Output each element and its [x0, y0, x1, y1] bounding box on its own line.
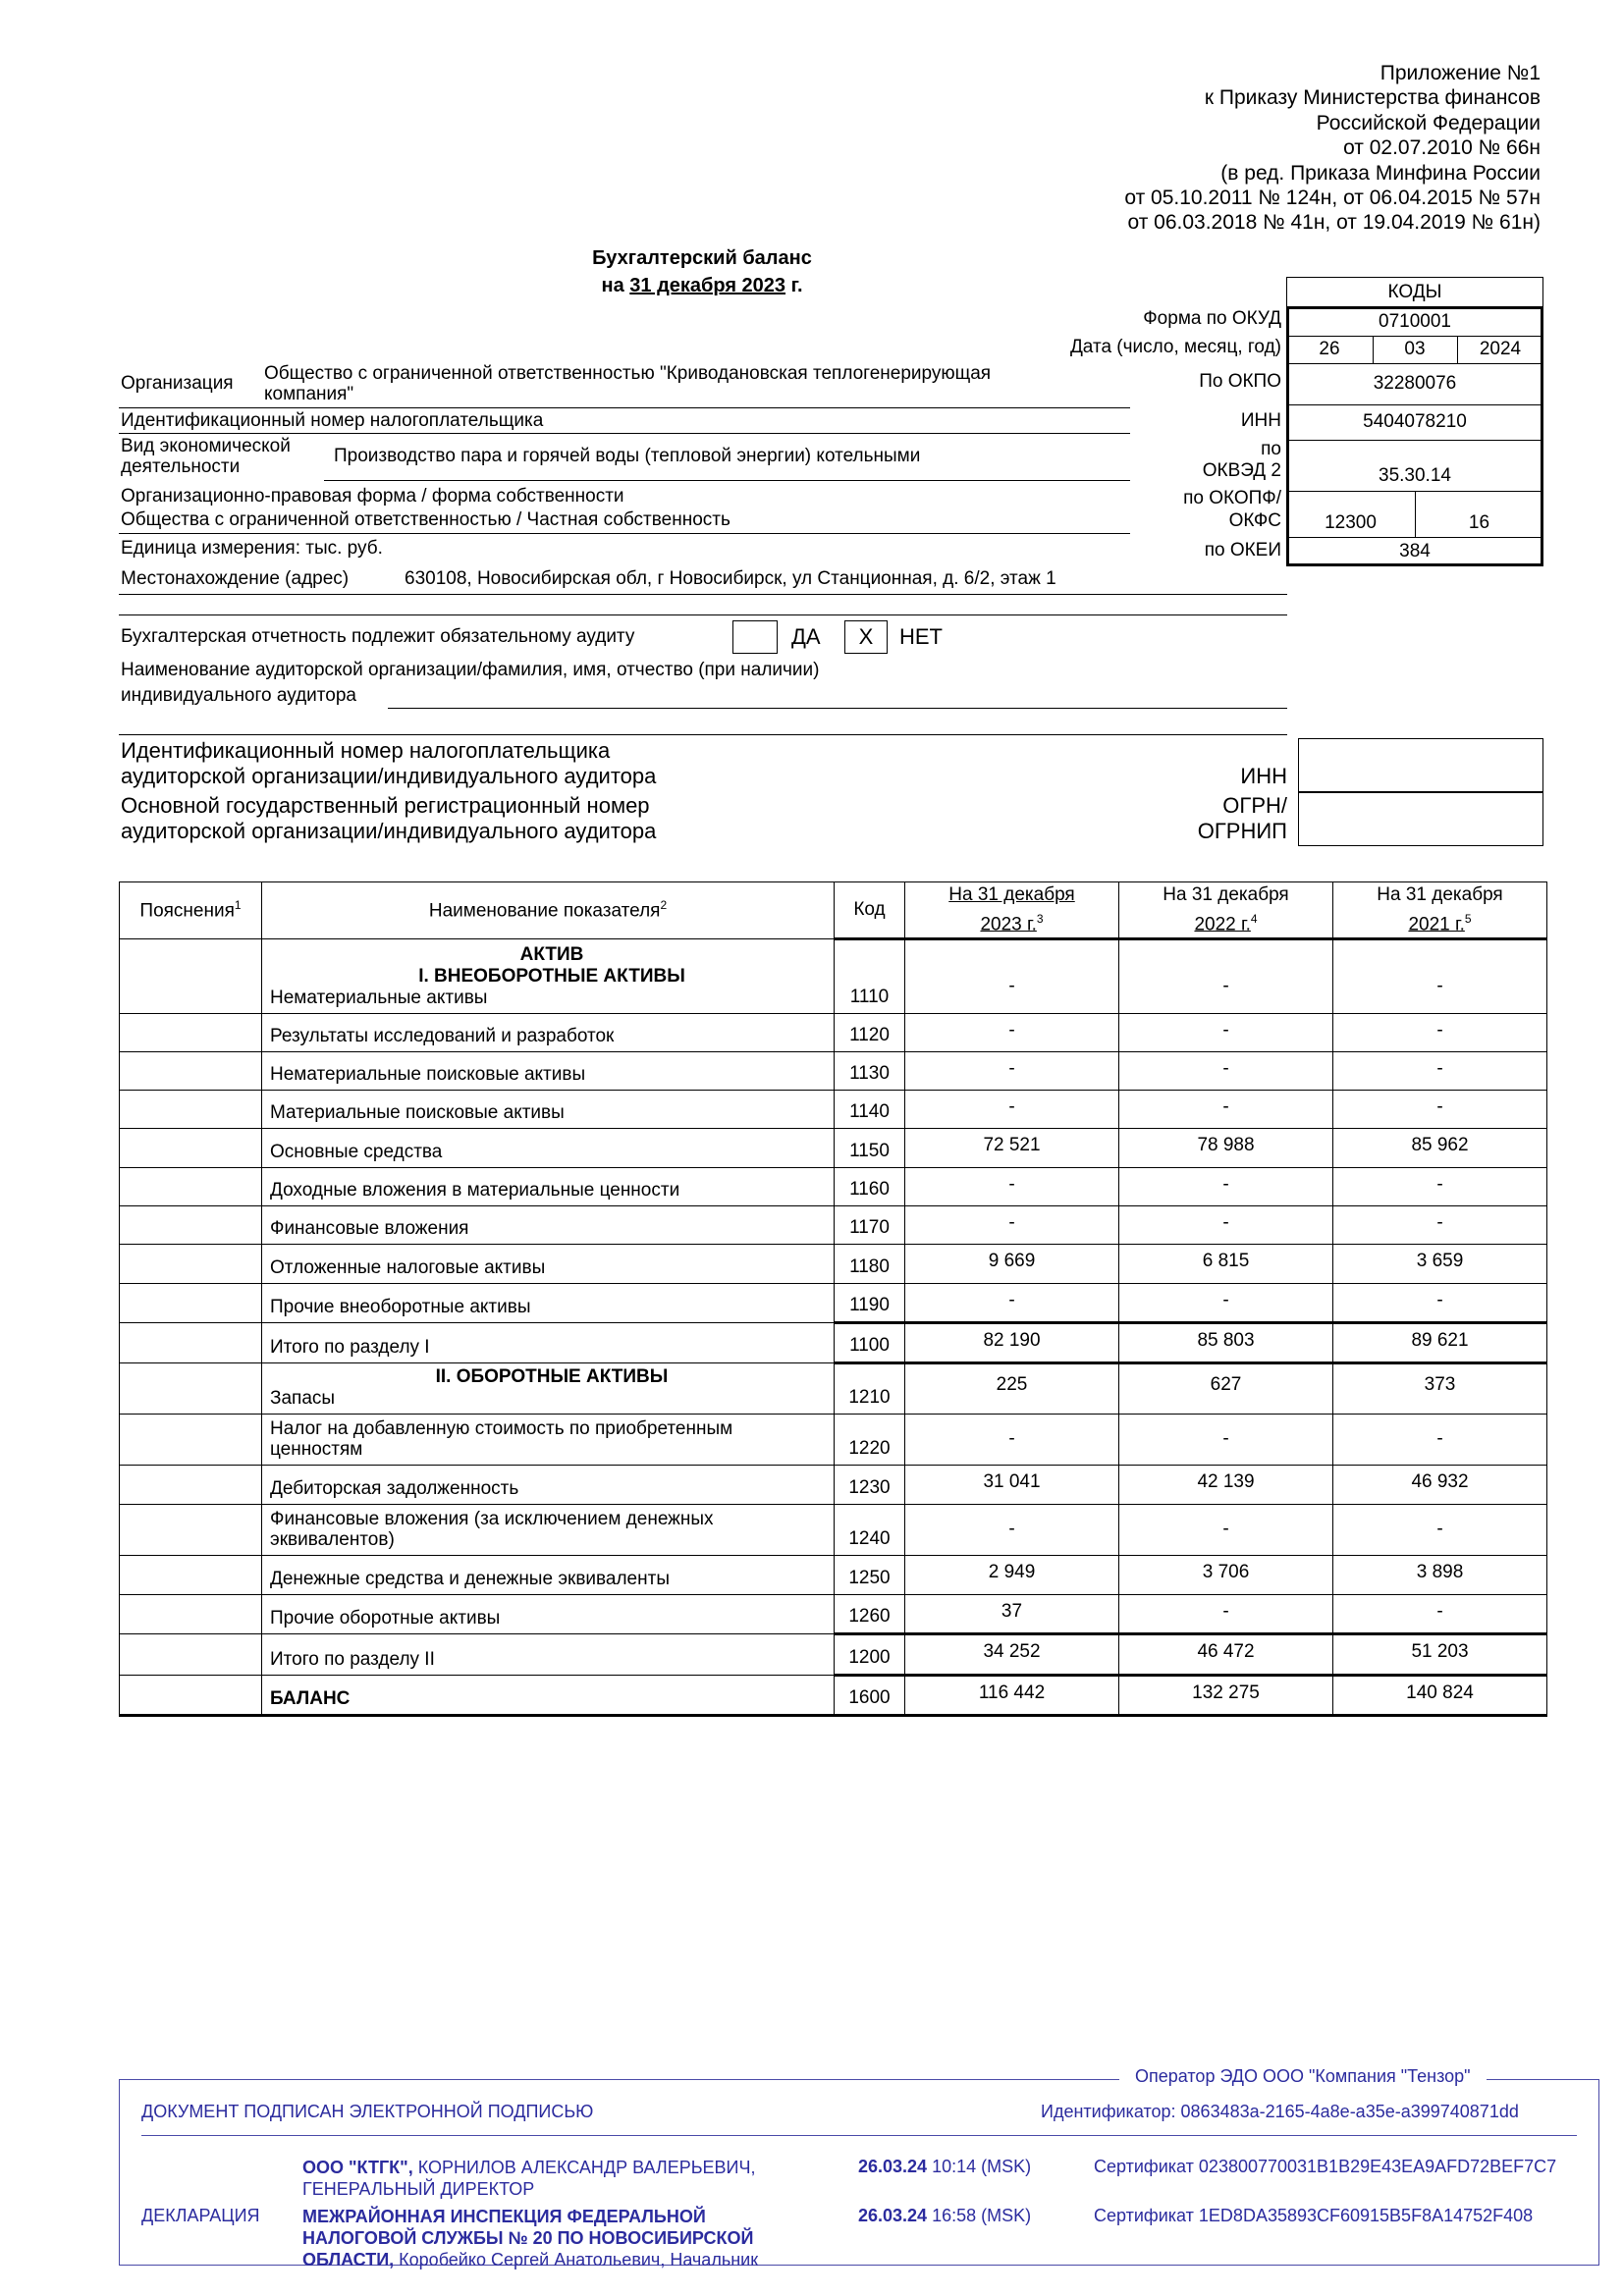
row-value: -: [1333, 1168, 1547, 1206]
edo-operator: Оператор ЭДО ООО "Компания "Тензор": [1119, 2066, 1487, 2087]
table-row: [120, 1505, 1547, 1556]
row-code: 1170: [835, 1206, 905, 1245]
auditor-ogrn-line: аудиторской организации/индивидуального аудитора: [121, 819, 657, 843]
row-label: Отложенные налоговые активы: [262, 1245, 835, 1284]
col-2023: На 31 декабря 2023 г.$^3$: [905, 882, 1119, 939]
id-label: Идентификатор:: [1041, 2102, 1176, 2121]
row-value: -: [1119, 1284, 1333, 1323]
row-value: 3 898: [1333, 1556, 1547, 1595]
row-code: 1190: [835, 1284, 905, 1323]
col-2021: На 31 декабря 2021 г.$^5$: [1333, 882, 1547, 939]
row-code: 1180: [835, 1245, 905, 1284]
table-row: [120, 1129, 1547, 1168]
row-value: -: [1333, 1206, 1547, 1245]
row-value: 9 669: [905, 1245, 1119, 1284]
title-prefix: на: [601, 275, 624, 296]
row-code: 1150: [835, 1129, 905, 1168]
auditor-inn-line: Идентификационный номер налогоплательщика: [121, 738, 611, 763]
row-value: 51 203: [1333, 1634, 1547, 1676]
okved-label: [1203, 439, 1281, 482]
appendix-note: [657, 61, 1541, 236]
row-value: -: [905, 1415, 1119, 1466]
row-code: 1140: [835, 1091, 905, 1129]
row-value: -: [1119, 1091, 1333, 1129]
row-value: 3 659: [1333, 1245, 1547, 1284]
auditor-ogrn-field[interactable]: [1298, 791, 1543, 846]
row-value: 31 041: [905, 1466, 1119, 1505]
row-code: 1110: [835, 939, 905, 1014]
appendix-line: от 06.03.2018 № 41н, от 19.04.2019 № 61н): [1127, 211, 1541, 235]
row-label: Материальные поисковые активы: [262, 1091, 835, 1129]
activity-label-line: деятельности: [121, 456, 241, 477]
row-code: 1160: [835, 1168, 905, 1206]
form-label: Организационно-правовая форма / форма собственности: [121, 486, 624, 507]
table-row: [120, 1014, 1547, 1052]
row-value: -: [1119, 939, 1333, 1014]
row-value: -: [905, 1052, 1119, 1091]
table-row: [120, 1363, 1547, 1415]
audit-no-mark: X: [858, 624, 874, 649]
row-label: Прочие внеоборотные активы: [262, 1284, 835, 1323]
okopf-code: 12300: [1325, 512, 1377, 533]
row-label: Результаты исследований и разработок: [262, 1014, 835, 1052]
activity-label-line: Вид экономической: [121, 436, 291, 456]
row-name: [262, 1363, 835, 1415]
signer-2-time: 16:58 (MSK): [932, 2206, 1032, 2225]
audit-no-label: НЕТ: [899, 624, 943, 649]
row-label: Основные средства: [262, 1129, 835, 1168]
table-row: [120, 1415, 1547, 1466]
auditor-inn-label: [121, 738, 656, 789]
document-id: [1041, 2102, 1519, 2122]
row-value: -: [1119, 1206, 1333, 1245]
page-title: Бухгалтерский баланс: [592, 247, 812, 269]
row-label: Налог на добавленную стоимость по приобретенным ценностям: [262, 1415, 835, 1466]
row-value: -: [905, 1284, 1119, 1323]
section2-heading: II. ОБОРОТНЫЕ АКТИВЫ: [435, 1366, 669, 1387]
title-date: 31 декабря 2023: [629, 275, 786, 296]
row-value: -: [1119, 1052, 1333, 1091]
table-row: [120, 1168, 1547, 1206]
okei-label: по ОКЕИ: [1204, 540, 1281, 561]
table-row: [120, 1556, 1547, 1595]
auditor-ogrn-label: [121, 793, 656, 844]
row-value: -: [1119, 1415, 1333, 1466]
col-notes: Пояснения$^1$: [120, 882, 262, 939]
aktiv-heading: АКТИВ: [519, 944, 584, 965]
signer-1-cert: Сертификат 023800770031B1B29E43EA9AFD72BEF7C7: [1094, 2157, 1557, 2176]
row-value: -: [1333, 1505, 1547, 1556]
signer-2-line: МЕЖРАЙОННАЯ ИНСПЕКЦИЯ ФЕДЕРАЛЬНОЙ: [302, 2207, 706, 2226]
row-value: -: [1119, 1014, 1333, 1052]
signer-2-date: 26.03.24: [858, 2206, 928, 2225]
okopf-label: [1183, 487, 1281, 532]
okpo-code: 32280076: [1373, 373, 1457, 394]
row-value: 34 252: [905, 1634, 1119, 1676]
auditor-inn-code-label: ИНН: [1240, 764, 1287, 788]
table-row: [120, 1052, 1547, 1091]
row-value: -: [905, 1014, 1119, 1052]
okopf-label-line: по ОКОПФ/: [1183, 488, 1281, 508]
title-suffix: г.: [790, 275, 803, 296]
row-value: -: [1119, 1505, 1333, 1556]
row-code: 1200: [835, 1634, 905, 1676]
row-value: 46 472: [1119, 1634, 1333, 1676]
codes-header-label: КОДЫ: [1387, 282, 1442, 302]
auditor-name-label: [121, 658, 819, 709]
auditor-ogrn-line: Основной государственный регистрационный номер: [121, 793, 650, 818]
row-label: Нематериальные поисковые активы: [262, 1052, 835, 1091]
org-name-line: Общество с ограниченной ответственностью "Криводановская теплогенерирующая: [264, 363, 992, 384]
row-value: 140 824: [1333, 1676, 1547, 1716]
okfs-code: 16: [1468, 512, 1490, 533]
row-code: 1600: [835, 1676, 905, 1716]
ogrn-label-line: ОГРН/: [1222, 793, 1287, 818]
date-label: Дата (число, месяц, год): [1069, 337, 1281, 357]
row-value: 3 706: [1119, 1556, 1333, 1595]
signer-1-datetime: [858, 2157, 1031, 2177]
row-name: [262, 939, 835, 1014]
activity-value: Производство пара и горячей воды (тепловой энергии) котельными: [334, 446, 921, 466]
org-label: Организация: [121, 373, 234, 394]
col-name: Наименование показателя$^2$: [262, 882, 835, 939]
notes-cell: [120, 939, 262, 1014]
table-row: [120, 1284, 1547, 1323]
appendix-line: к Приказу Министерства финансов: [1204, 86, 1541, 110]
row-code: 1130: [835, 1052, 905, 1091]
row-value: 46 932: [1333, 1466, 1547, 1505]
row-label: Итого по разделу II: [262, 1634, 835, 1676]
row-value: -: [1333, 939, 1547, 1014]
row-label: Запасы: [270, 1388, 336, 1409]
okved-code: 35.30.14: [1379, 465, 1451, 486]
okei-code: 384: [1399, 541, 1431, 561]
address-label: Местонахождение (адрес): [121, 568, 350, 589]
row-value: -: [905, 1091, 1119, 1129]
row-code: 1230: [835, 1466, 905, 1505]
okved-label-line: по: [1261, 439, 1281, 459]
row-value: 627: [1119, 1363, 1333, 1415]
appendix-line: от 05.10.2011 № 124н, от 06.04.2015 № 57н: [1124, 187, 1541, 210]
declaration-label: ДЕКЛАРАЦИЯ: [141, 2206, 260, 2225]
signed-notice: ДОКУМЕНТ ПОДПИСАН ЭЛЕКТРОННОЙ ПОДПИСЬЮ: [141, 2102, 594, 2121]
okud-code: 0710001: [1379, 310, 1451, 332]
row-code: 1260: [835, 1595, 905, 1634]
row-value: 373: [1333, 1363, 1547, 1415]
row-value: 85 962: [1333, 1129, 1547, 1168]
okud-label: Форма по ОКУД: [1143, 308, 1281, 329]
table-row: [120, 1206, 1547, 1245]
row-value: 85 803: [1119, 1323, 1333, 1363]
col-code: Код: [835, 882, 905, 939]
row-value: -: [905, 1168, 1119, 1206]
auditor-inn-line: аудиторской организации/индивидуального аудитора: [121, 764, 657, 788]
inn-code: 5404078210: [1363, 411, 1467, 432]
org-name: [264, 363, 991, 404]
row-value: 37: [905, 1595, 1119, 1634]
signer-1-org: ООО "КТГК",: [302, 2158, 413, 2177]
row-code: 1240: [835, 1505, 905, 1556]
audit-question: Бухгалтерская отчетность подлежит обязательному аудиту: [121, 626, 635, 647]
activity-label: [121, 436, 291, 477]
appendix-line: (в ред. Приказа Минфина России: [1220, 161, 1541, 185]
row-value: -: [1333, 1284, 1547, 1323]
table-header-row: [120, 882, 1547, 939]
table-row: [120, 1595, 1547, 1634]
row-code: 1250: [835, 1556, 905, 1595]
row-value: 225: [905, 1363, 1119, 1415]
row-label: Нематериальные активы: [270, 988, 488, 1008]
appendix-line: от 02.07.2010 № 66н: [1343, 136, 1541, 160]
signature-stamp: [119, 2066, 1599, 2269]
row-label: Финансовые вложения: [262, 1206, 835, 1245]
report-date: [550, 275, 854, 297]
row-value: -: [905, 939, 1119, 1014]
row-value: -: [1333, 1415, 1547, 1466]
row-value: 116 442: [905, 1676, 1119, 1716]
table-row: [120, 939, 1547, 1014]
row-code: 1120: [835, 1014, 905, 1052]
row-value: -: [1333, 1014, 1547, 1052]
row-value: -: [1333, 1052, 1547, 1091]
col-2022: На 31 декабря 2022 г.$^4$: [1119, 882, 1333, 939]
appendix-line: Российской Федерации: [1316, 111, 1541, 134]
row-value: 72 521: [905, 1129, 1119, 1168]
form-value: Общества с ограниченной ответственностью / Частная собственность: [121, 509, 730, 530]
audit-yes-label: ДА: [791, 624, 821, 649]
row-label: Денежные средства и денежные эквиваленты: [262, 1556, 835, 1595]
row-value: 89 621: [1333, 1323, 1547, 1363]
signer-1-position: ГЕНЕРАЛЬНЫЙ ДИРЕКТОР: [302, 2179, 535, 2199]
row-value: -: [905, 1206, 1119, 1245]
address-value: 630108, Новосибирская обл, г Новосибирск, ул Станционная, д. 6/2, этаж 1: [405, 568, 1056, 589]
id-value: 0863483a-2165-4a8e-a35e-a399740871dd: [1180, 2102, 1519, 2121]
signer-2-line: НАЛОГОВОЙ СЛУЖБЫ № 20 ПО НОВОСИБИРСКОЙ: [302, 2228, 754, 2248]
signer-1-date: 26.03.24: [858, 2157, 928, 2176]
okved-label-line: ОКВЭД 2: [1202, 460, 1281, 481]
table-row: [120, 1091, 1547, 1129]
row-label: Итого по разделу I: [262, 1323, 835, 1363]
row-value: 2 949: [905, 1556, 1119, 1595]
row-value: -: [1119, 1595, 1333, 1634]
row-code: 1100: [835, 1323, 905, 1363]
signer-2-line: ОБЛАСТИ,: [302, 2250, 395, 2269]
unit-label: Единица измерения: тыс. руб.: [121, 538, 383, 559]
row-value: -: [905, 1505, 1119, 1556]
row-value: -: [1119, 1168, 1333, 1206]
auditor-name-line: индивидуального аудитора: [121, 685, 356, 706]
okpo-label: По ОКПО: [1199, 371, 1281, 392]
row-label: Прочие оборотные активы: [262, 1595, 835, 1634]
auditor-name-line: Наименование аудиторской организации/фамилия, имя, отчество (при наличии): [121, 660, 820, 680]
row-code: 1220: [835, 1415, 905, 1466]
signer-2-cert: Сертификат 1ED8DA35893CF60915B5F8A14752F408: [1094, 2206, 1534, 2225]
audit-yes-checkbox[interactable]: [732, 620, 778, 654]
okopf-label-line: ОКФС: [1228, 510, 1281, 531]
row-value: 78 988: [1119, 1129, 1333, 1168]
table-row-subtotal: [120, 1323, 1547, 1363]
row-value: 132 275: [1119, 1676, 1333, 1716]
ogrn-label-line: ОГРНИП: [1197, 819, 1287, 843]
date-month: 03: [1404, 339, 1426, 359]
section1-heading: I. ВНЕОБОРОТНЫЕ АКТИВЫ: [418, 966, 685, 987]
org-name-line: компания": [264, 384, 354, 404]
signer-2-name: Коробейко Сергей Анатольевич, Начальник: [399, 2250, 759, 2269]
row-label: Дебиторская задолженность: [262, 1466, 835, 1505]
row-label: Доходные вложения в материальные ценности: [262, 1168, 835, 1206]
row-value: 6 815: [1119, 1245, 1333, 1284]
signer-1: [302, 2157, 755, 2200]
row-label: БАЛАНС: [262, 1676, 835, 1716]
table-row-subtotal: [120, 1634, 1547, 1676]
table-row: [120, 1245, 1547, 1284]
row-code: 1210: [835, 1363, 905, 1415]
table-row-total: [120, 1676, 1547, 1716]
appendix-line: Приложение №1: [1380, 62, 1541, 84]
row-value: 82 190: [905, 1323, 1119, 1363]
row-label: Финансовые вложения (за исключением денежных эквивалентов): [262, 1505, 835, 1556]
auditor-ogrn-code-label: [1198, 793, 1287, 844]
auditor-inn-field[interactable]: [1298, 738, 1543, 793]
inn-row-label: Идентификационный номер налогоплательщика: [121, 410, 544, 431]
row-value: 42 139: [1119, 1466, 1333, 1505]
balance-table: [119, 881, 1547, 1717]
table-row: [120, 1466, 1547, 1505]
signer-2: [302, 2206, 758, 2270]
row-value: -: [1333, 1595, 1547, 1634]
row-value: -: [1333, 1091, 1547, 1129]
signer-1-time: 10:14 (MSK): [932, 2157, 1032, 2176]
date-day: 26: [1319, 339, 1340, 359]
date-year: 2024: [1479, 339, 1522, 359]
signer-2-datetime: [858, 2206, 1031, 2226]
inn-label: ИНН: [1240, 410, 1281, 431]
signer-1-name: КОРНИЛОВ АЛЕКСАНДР ВАЛЕРЬЕВИЧ,: [417, 2158, 756, 2177]
